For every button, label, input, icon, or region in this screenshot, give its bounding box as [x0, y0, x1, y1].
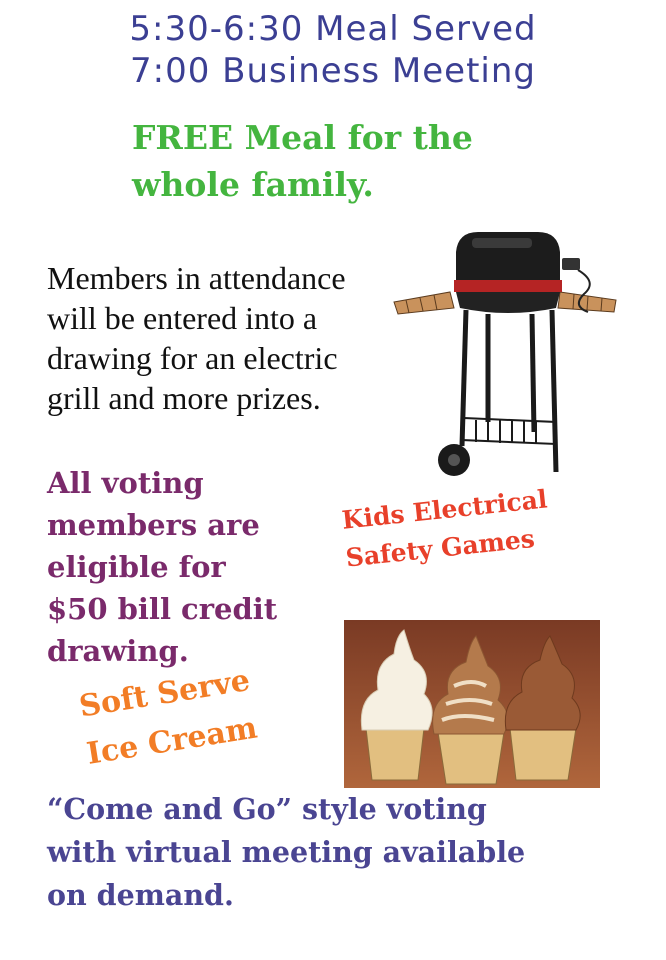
free-meal-line: FREE Meal for the — [132, 118, 473, 157]
free-meal-line: whole family. — [132, 165, 374, 204]
voting-line: drawing. — [47, 634, 189, 668]
meal-served-time: 5:30-6:30 Meal Served — [129, 9, 537, 49]
members-line: Members in attendance — [47, 260, 346, 296]
come-line: with virtual meeting available — [47, 835, 526, 869]
free-meal-heading — [132, 114, 572, 208]
kids-line: Safety Games — [344, 523, 537, 573]
kids-line: Kids Electrical — [340, 484, 549, 535]
voting-line: $50 bill credit — [47, 592, 278, 626]
business-meeting-time: 7:00 Business Meeting — [130, 51, 536, 91]
come-line: “Come and Go” style voting — [47, 792, 487, 826]
voting-line: members are — [47, 508, 260, 542]
members-line: drawing for an electric — [47, 340, 338, 376]
voting-line: eligible for — [47, 550, 226, 584]
kids-safety-games-text — [340, 471, 646, 578]
electric-grill-image — [388, 222, 628, 482]
members-line: grill and more prizes. — [47, 380, 321, 416]
voting-credit-text — [47, 462, 337, 672]
soft-serve-line: Soft Serve — [76, 663, 253, 725]
members-line: will be entered into a — [47, 300, 318, 336]
soft-serve-line: Ice Cream — [84, 710, 260, 772]
members-drawing-text — [47, 258, 407, 418]
come-line: on demand. — [47, 878, 234, 912]
soft-serve-cones-image — [344, 620, 600, 788]
come-and-go-text — [47, 788, 647, 917]
voting-line: All voting — [47, 466, 204, 500]
